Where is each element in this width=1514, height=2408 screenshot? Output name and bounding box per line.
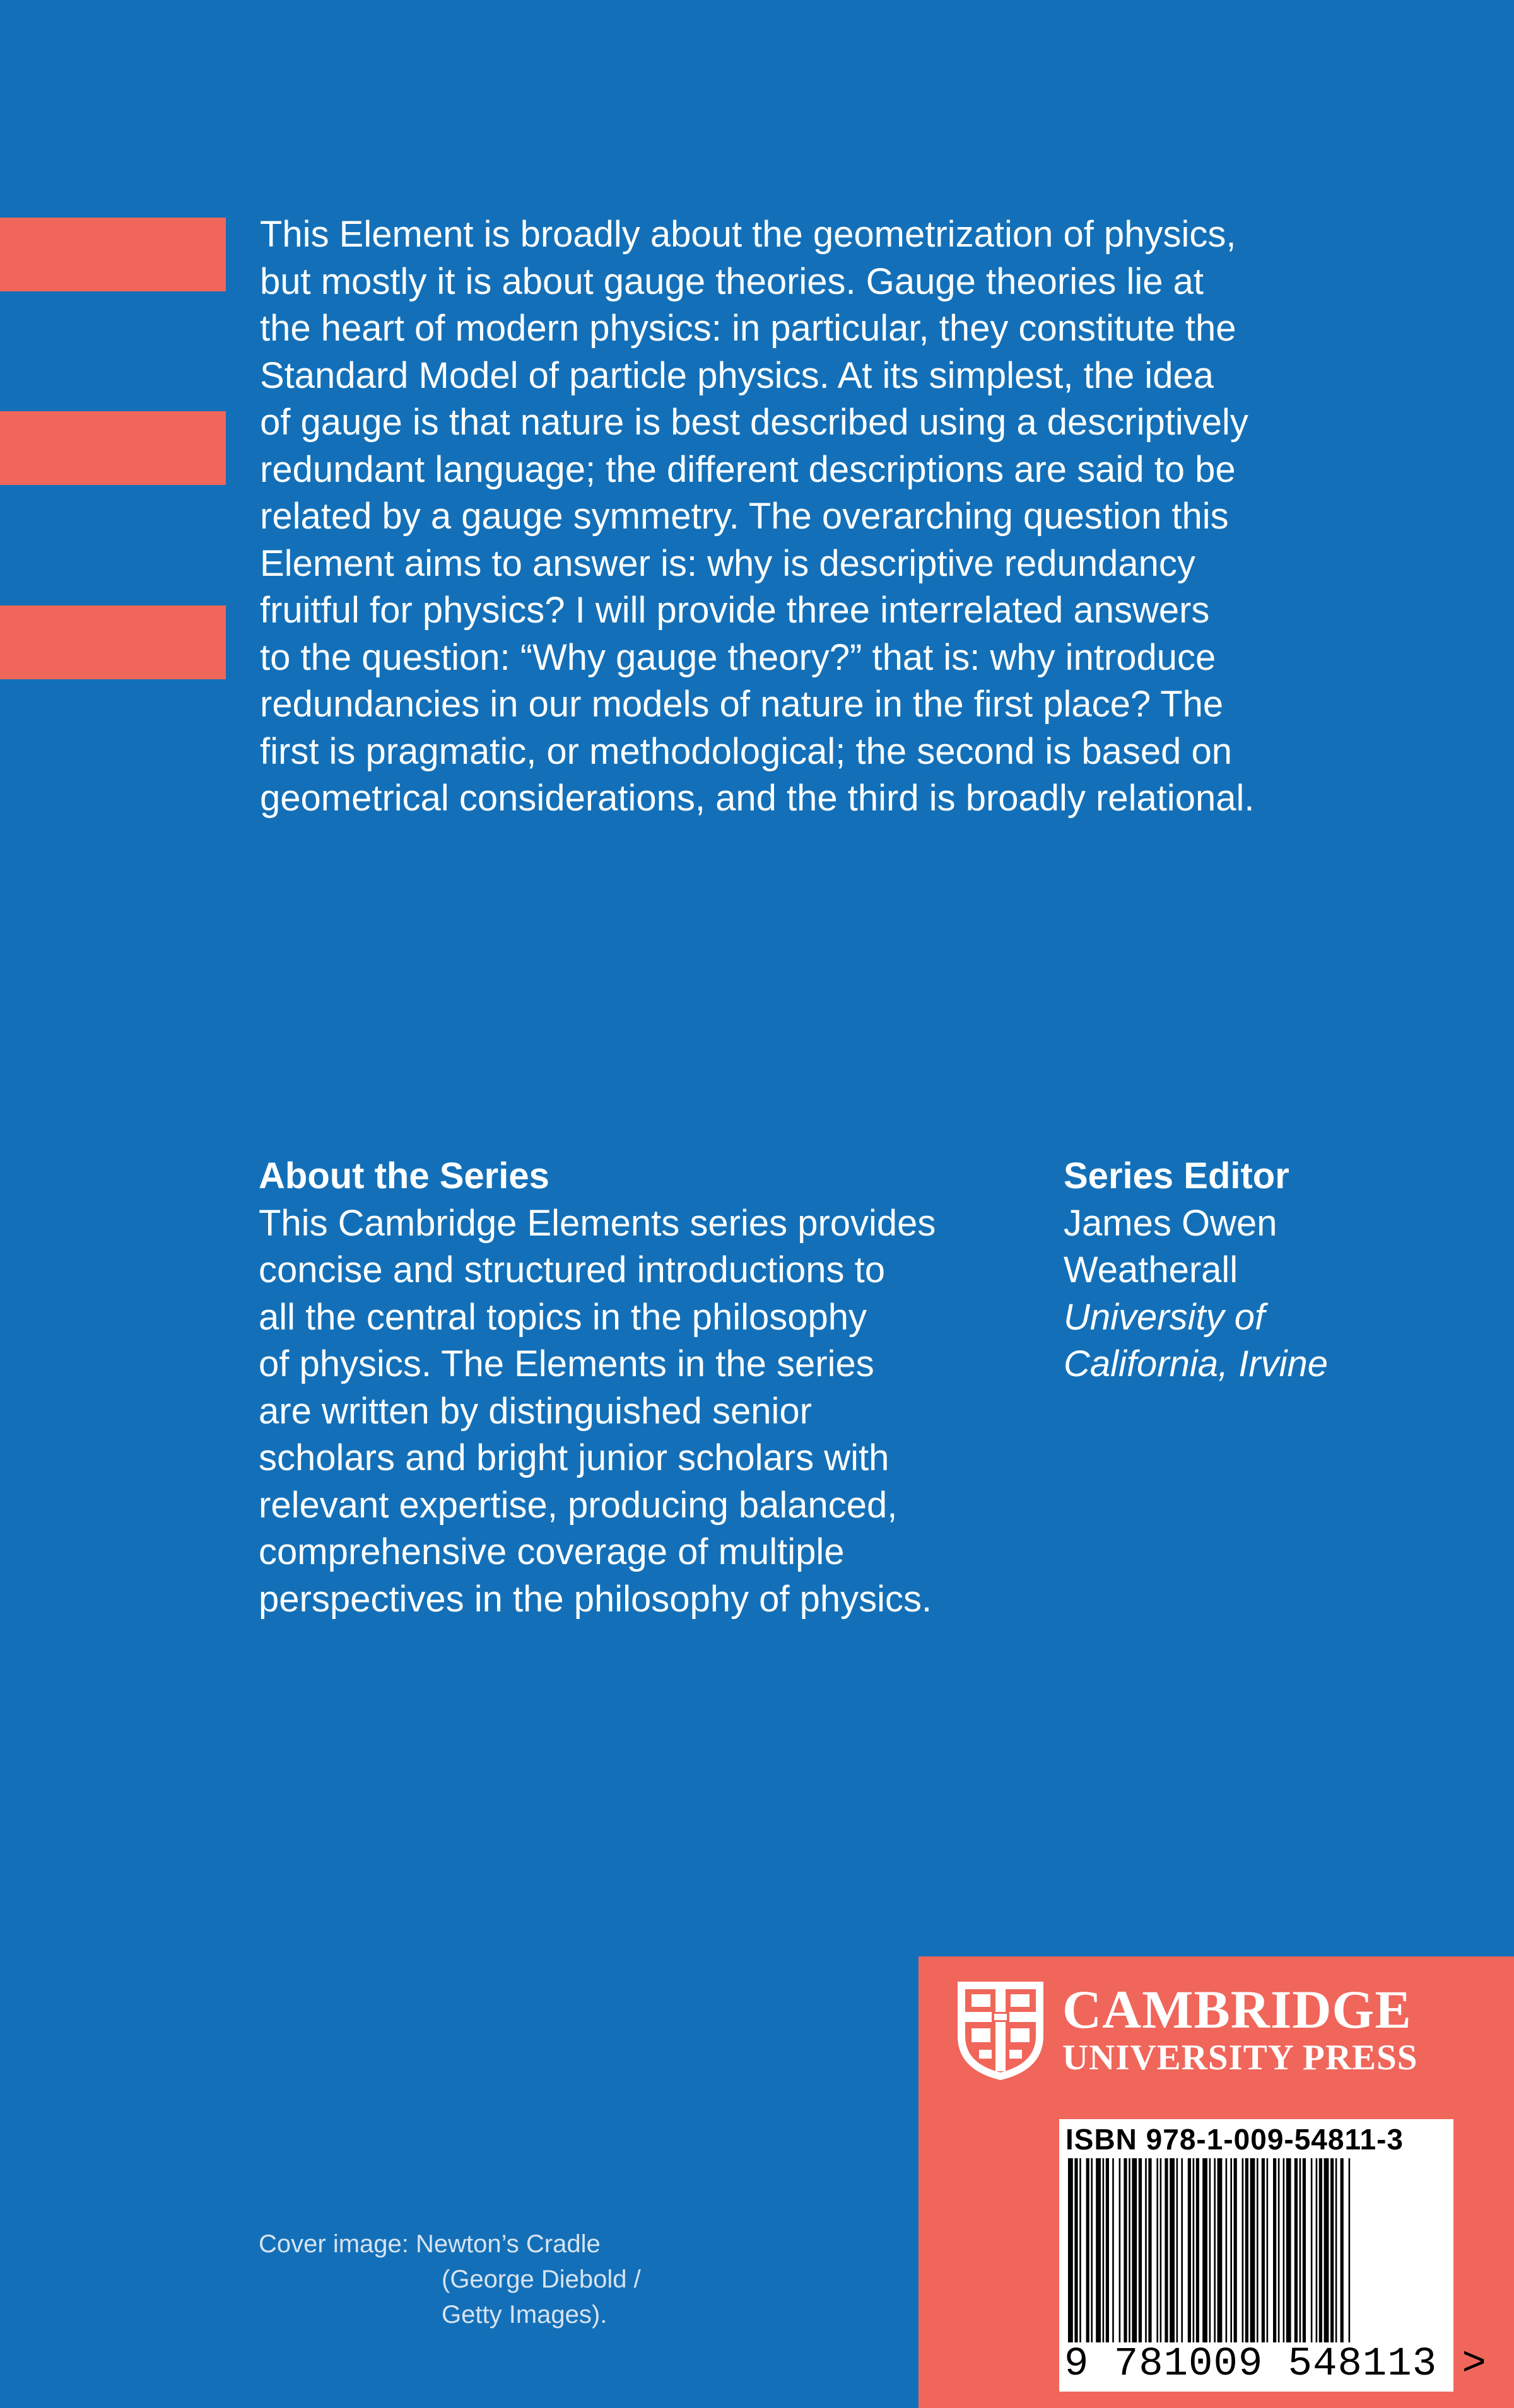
barcode-bar (1129, 2158, 1130, 2342)
barcode-bar (1316, 2158, 1318, 2342)
accent-tab-top (0, 218, 226, 291)
barcode-bar (1188, 2158, 1191, 2342)
barcode-bar (1234, 2158, 1237, 2342)
barcode-bar (1209, 2158, 1211, 2342)
series-editor (1064, 1153, 1442, 1388)
barcode-bar (1119, 2158, 1121, 2342)
barcode-bar (1091, 2158, 1093, 2342)
barcode-bar (1165, 2158, 1168, 2342)
isbn-barcode (1059, 2119, 1487, 2392)
barcode-bar (1079, 2158, 1081, 2342)
barcode-bar (1170, 2158, 1175, 2342)
barcode-bar (1202, 2158, 1207, 2342)
barcode-bar (1226, 2158, 1228, 2342)
about-line: of physics. The Elements in the series (259, 1343, 874, 1384)
barcode-bar (1273, 2158, 1276, 2342)
barcode-bar (1181, 2158, 1183, 2342)
barcode-bar (1096, 2158, 1101, 2342)
barcode-bar (1218, 2158, 1223, 2342)
barcode-bar (1319, 2158, 1322, 2342)
about-text (259, 1200, 1035, 1623)
accent-tab-middle (0, 411, 226, 485)
barcode-bar (1311, 2158, 1313, 2342)
isbn-label: ISBN 978-1-009-54811-3 (1065, 2123, 1404, 2156)
barcode-bars (1064, 2158, 1450, 2342)
description-line: to the question: “Why gauge theory?” that is: why introduce (260, 636, 1216, 678)
barcode-bar (1283, 2158, 1285, 2342)
barcode-bar (1250, 2158, 1255, 2342)
about-line: relevant expertise, producing balanced, (259, 1484, 898, 1526)
description-line: Element aims to answer is: why is descriptive redundancy (260, 542, 1195, 584)
barcode-bar (1103, 2158, 1105, 2342)
barcode-bar (1257, 2158, 1259, 2342)
barcode-bar (1214, 2158, 1216, 2342)
barcode-bar (1148, 2158, 1151, 2342)
editor-heading: Series Editor (1064, 1155, 1289, 1196)
barcode-bar (1230, 2158, 1232, 2342)
about-the-series (259, 1153, 1035, 1623)
barcode-bar (1196, 2158, 1199, 2342)
barcode-bar (1177, 2158, 1178, 2342)
description-line: redundant language; the different descriptions are said to be (260, 448, 1236, 490)
barcode-bar (1303, 2158, 1306, 2342)
description-line: of gauge is that nature is best described using a descriptively (260, 402, 1248, 443)
barcode-bar (1156, 2158, 1158, 2342)
accent-tab-bottom (0, 605, 226, 679)
barcode-bar (1139, 2158, 1142, 2342)
barcode-bar (1262, 2158, 1265, 2342)
publisher-name: CAMBRIDGE (1062, 1979, 1412, 2040)
editor-details (1064, 1200, 1442, 1388)
ean-digits: 9 781009 548113 > (1064, 2342, 1487, 2387)
editor-name-line: James Owen (1064, 1202, 1277, 1244)
barcode-bar (1160, 2158, 1162, 2342)
barcode-bar (1112, 2158, 1114, 2342)
cover-image-credit (259, 2226, 641, 2332)
description-line: fruitful for physics? I will provide three interrelated answers (260, 590, 1210, 631)
barcode-bar (1086, 2158, 1089, 2342)
barcode-bar (1132, 2158, 1137, 2342)
description-line: This Element is broadly about the geometrization of physics, (260, 214, 1236, 255)
barcode-bar (1286, 2158, 1291, 2342)
barcode-bar (1324, 2158, 1329, 2342)
barcode-bar (1145, 2158, 1147, 2342)
credit-line: (George Diebold / (442, 2265, 641, 2293)
barcode-bar (1267, 2158, 1269, 2342)
publisher-subname: UNIVERSITY PRESS (1062, 2038, 1418, 2078)
about-line: are written by distinguished senior (259, 1390, 812, 1432)
credit-line: Getty Images). (442, 2301, 607, 2329)
about-line: scholars and bright junior scholars with (259, 1437, 889, 1478)
cambridge-shield-icon (956, 1980, 1045, 2081)
about-line: comprehensive coverage of multiple (259, 1531, 845, 1572)
description-line: redundancies in our models of nature in the first place? The (260, 684, 1224, 725)
description-line: Standard Model of particle physics. At its simplest, the idea (260, 354, 1214, 396)
description-line: first is pragmatic, or methodological; the second is based on (260, 730, 1233, 772)
barcode-bar (1278, 2158, 1280, 2342)
barcode-bar (1242, 2158, 1244, 2342)
editor-affiliation-line: California, Irvine (1064, 1343, 1329, 1384)
publisher-panel (918, 1956, 1514, 2408)
credit-line: Cover image: Newton’s Cradle (259, 2230, 601, 2258)
editor-name-line: Weatherall (1064, 1249, 1238, 1290)
description-line: geometrical considerations, and the third is broadly relational. (260, 778, 1255, 819)
about-heading: About the Series (259, 1155, 549, 1196)
about-line: all the central topics in the philosophy (259, 1296, 867, 1338)
barcode-bar (1330, 2158, 1334, 2342)
barcode-bar (1300, 2158, 1301, 2342)
barcode-bar (1074, 2158, 1077, 2342)
barcode-bar (1193, 2158, 1195, 2342)
description-line: the heart of modern physics: in particular, they constitute the (260, 308, 1236, 349)
about-line: concise and structured introductions to (259, 1249, 885, 1290)
barcode-bar (1106, 2158, 1109, 2342)
barcode-bar (1349, 2158, 1351, 2342)
editor-affiliation-line: University of (1064, 1296, 1265, 1338)
barcode-bar (1245, 2158, 1248, 2342)
publisher-wordmark (1062, 1980, 1417, 2078)
about-line: perspectives in the philosophy of physics. (259, 1578, 932, 1620)
about-line: This Cambridge Elements series provides (259, 1202, 936, 1244)
description-line: but mostly it is about gauge theories. Gauge theories lie at (260, 260, 1204, 302)
barcode-bar (1341, 2158, 1344, 2342)
barcode-bar (1335, 2158, 1337, 2342)
barcode-bar (1124, 2158, 1127, 2342)
barcode-bar (1068, 2158, 1073, 2342)
barcode-bar (1294, 2158, 1298, 2342)
book-description (260, 211, 1414, 822)
description-line: related by a gauge symmetry. The overarching question this (260, 496, 1229, 537)
